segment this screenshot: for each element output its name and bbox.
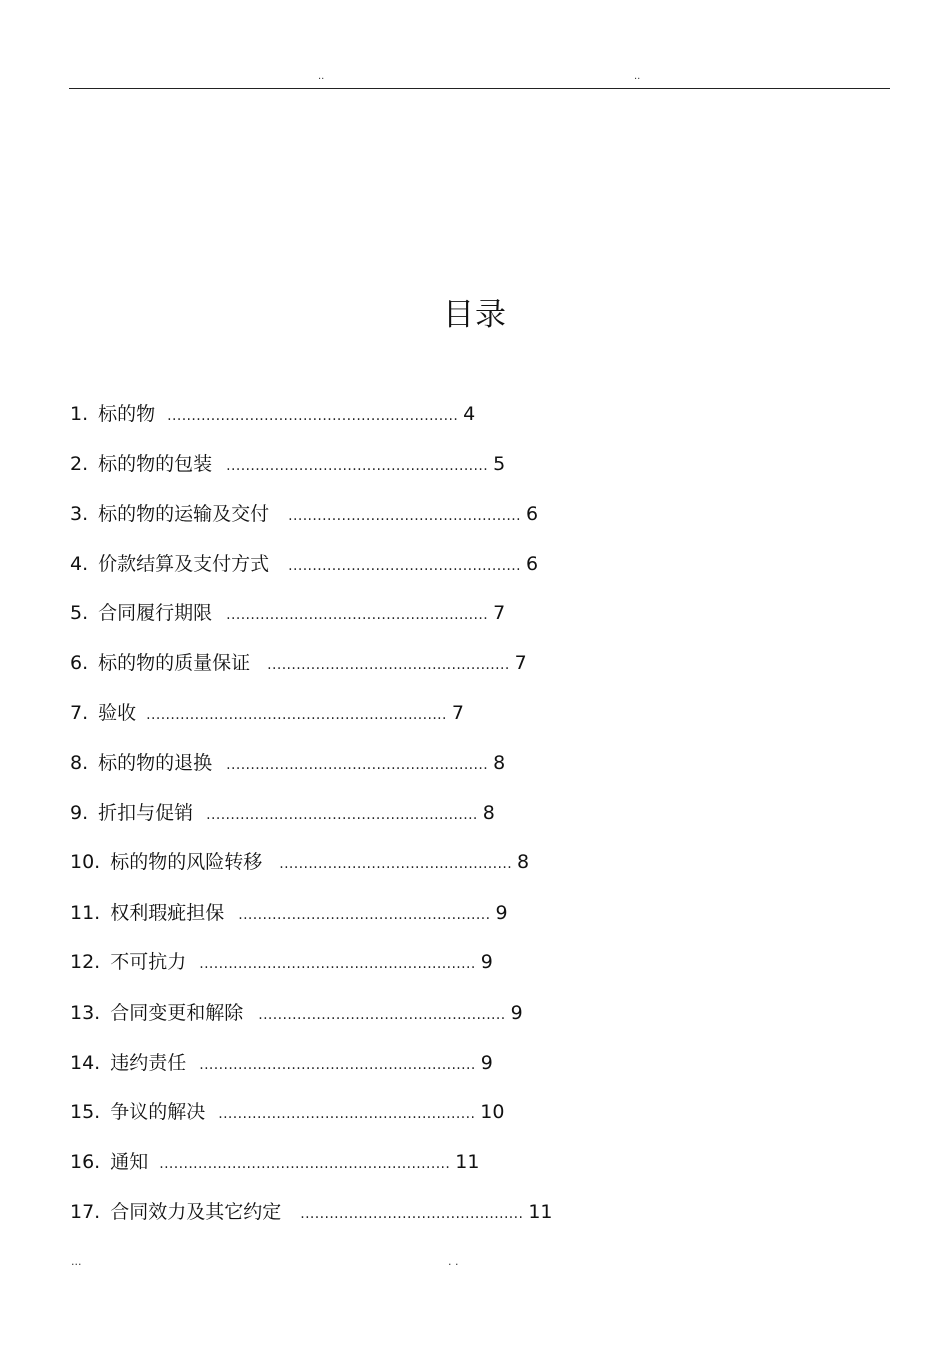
toc-entry-dot-leader: ................................................... — [258, 1007, 506, 1023]
toc-entry[interactable] — [70, 601, 505, 625]
toc-entry-page-number: 7 — [514, 652, 527, 674]
toc-entry-title: 标的物 — [98, 403, 156, 425]
toc-entry-dot-leader: .................................................... — [238, 907, 491, 923]
footer-left-mark: ... — [71, 1255, 82, 1268]
toc-entry-dot-leader: ...................................................... — [226, 607, 489, 623]
toc-entry-title: 标的物的包装 — [98, 453, 213, 475]
toc-entry-number: 3. — [70, 503, 89, 525]
toc-entry-dot-leader: ...................................................... — [226, 757, 489, 773]
toc-entry[interactable] — [70, 950, 493, 974]
toc-entry-dot-leader: ................................................ — [279, 856, 513, 872]
toc-entry-title: 验收 — [98, 702, 137, 724]
toc-entry-page-number: 6 — [525, 503, 539, 525]
toc-entry-title: 标的物的运输及交付 — [98, 503, 270, 525]
toc-entry[interactable] — [70, 1150, 479, 1174]
toc-entry-dot-leader: ......................................................... — [199, 1057, 476, 1073]
toc-entry-page-number: 9 — [495, 902, 508, 924]
toc-entry-number: 1. — [70, 403, 89, 425]
toc-entry-dot-leader: ............................................................ — [167, 408, 459, 424]
footer-center-mark: . . — [448, 1255, 459, 1268]
toc-entry-title: 价款结算及支付方式 — [98, 553, 270, 575]
toc-entry-number: 16. — [70, 1151, 101, 1173]
toc-entry-number: 2. — [70, 453, 89, 475]
toc-entry-dot-leader: ...................................................... — [226, 458, 489, 474]
toc-entry-number: 7. — [70, 702, 89, 724]
toc-entry-dot-leader: ............................................................ — [159, 1156, 451, 1172]
toc-entry-title: 权利瑕疵担保 — [110, 902, 225, 924]
toc-entry-number: 12. — [70, 951, 101, 973]
toc-entry[interactable] — [70, 801, 495, 825]
toc-entry-title: 不可抗力 — [110, 951, 187, 973]
toc-entry-title: 通知 — [110, 1151, 149, 1173]
toc-entry-page-number: 6 — [525, 553, 539, 575]
toc-entry[interactable] — [70, 502, 538, 526]
toc-entry-number: 17. — [70, 1201, 101, 1223]
toc-entry-number: 8. — [70, 752, 89, 774]
toc-entry-title: 合同效力及其它约定 — [110, 1201, 282, 1223]
toc-entry-number: 4. — [70, 553, 89, 575]
toc-entry-dot-leader: .............................................. — [300, 1206, 524, 1222]
toc-entry[interactable] — [70, 901, 508, 925]
toc-entry[interactable] — [70, 751, 505, 775]
toc-entry-title: 标的物的风险转移 — [110, 851, 263, 873]
toc-entry[interactable] — [70, 1001, 523, 1025]
toc-entry-title: 标的物的退换 — [98, 752, 213, 774]
toc-entry-page-number: 11 — [528, 1201, 553, 1223]
toc-entry-title: 违约责任 — [110, 1052, 187, 1074]
toc-entry-page-number: 10 — [480, 1101, 505, 1123]
toc-entry-page-number: 9 — [480, 951, 493, 973]
toc-entry-dot-leader: ........................................................ — [206, 807, 478, 823]
toc-entry-dot-leader: .............................................................. — [146, 707, 447, 723]
header-right-mark: .. — [634, 71, 641, 82]
toc-entry[interactable] — [70, 1051, 493, 1075]
toc-entry-dot-leader: .................................................. — [267, 657, 510, 673]
toc-entry-dot-leader: ..................................................... — [218, 1106, 476, 1122]
header-rule — [69, 88, 890, 89]
toc-entry-title: 争议的解决 — [110, 1101, 206, 1123]
toc-entry[interactable] — [70, 701, 464, 725]
toc-entry-page-number: 7 — [451, 702, 464, 724]
toc-entry-number: 5. — [70, 602, 89, 624]
toc-entry[interactable] — [70, 552, 538, 576]
toc-entry[interactable] — [70, 1200, 553, 1224]
toc-entry-number: 9. — [70, 802, 89, 824]
toc-entry[interactable] — [70, 1100, 504, 1124]
toc-entry-page-number: 9 — [480, 1052, 493, 1074]
toc-entry-number: 10. — [70, 851, 101, 873]
toc-entry-page-number: 9 — [510, 1002, 523, 1024]
page-title: 目录 — [443, 297, 507, 333]
toc-entry-number: 15. — [70, 1101, 101, 1123]
toc-entry-number: 6. — [70, 652, 89, 674]
toc-entry-dot-leader: ................................................ — [288, 508, 521, 524]
toc-entry-page-number: 8 — [482, 802, 495, 824]
toc-entry-dot-leader: ................................................ — [288, 558, 521, 574]
toc-entry[interactable] — [70, 651, 527, 675]
toc-entry[interactable] — [70, 850, 529, 874]
toc-entry[interactable] — [70, 402, 475, 426]
toc-entry-number: 13. — [70, 1002, 101, 1024]
toc-entry-number: 14. — [70, 1052, 101, 1074]
toc-entry-dot-leader: ......................................................... — [199, 956, 476, 972]
toc-entry-page-number: 8 — [517, 851, 530, 873]
toc-entry-page-number: 11 — [455, 1151, 480, 1173]
toc-entry-title: 合同履行期限 — [98, 602, 213, 624]
toc-entry-page-number: 5 — [493, 453, 506, 475]
header-left-mark: .. — [318, 71, 325, 82]
toc-entry-title: 合同变更和解除 — [110, 1002, 244, 1024]
toc-entry[interactable] — [70, 452, 505, 476]
toc-entry-page-number: 7 — [493, 602, 506, 624]
toc-entry-number: 11. — [70, 902, 101, 924]
toc-entry-title: 折扣与促销 — [98, 802, 194, 824]
toc-entry-page-number: 8 — [493, 752, 506, 774]
toc-entry-page-number: 4 — [463, 403, 476, 425]
toc-entry-title: 标的物的质量保证 — [98, 652, 251, 674]
